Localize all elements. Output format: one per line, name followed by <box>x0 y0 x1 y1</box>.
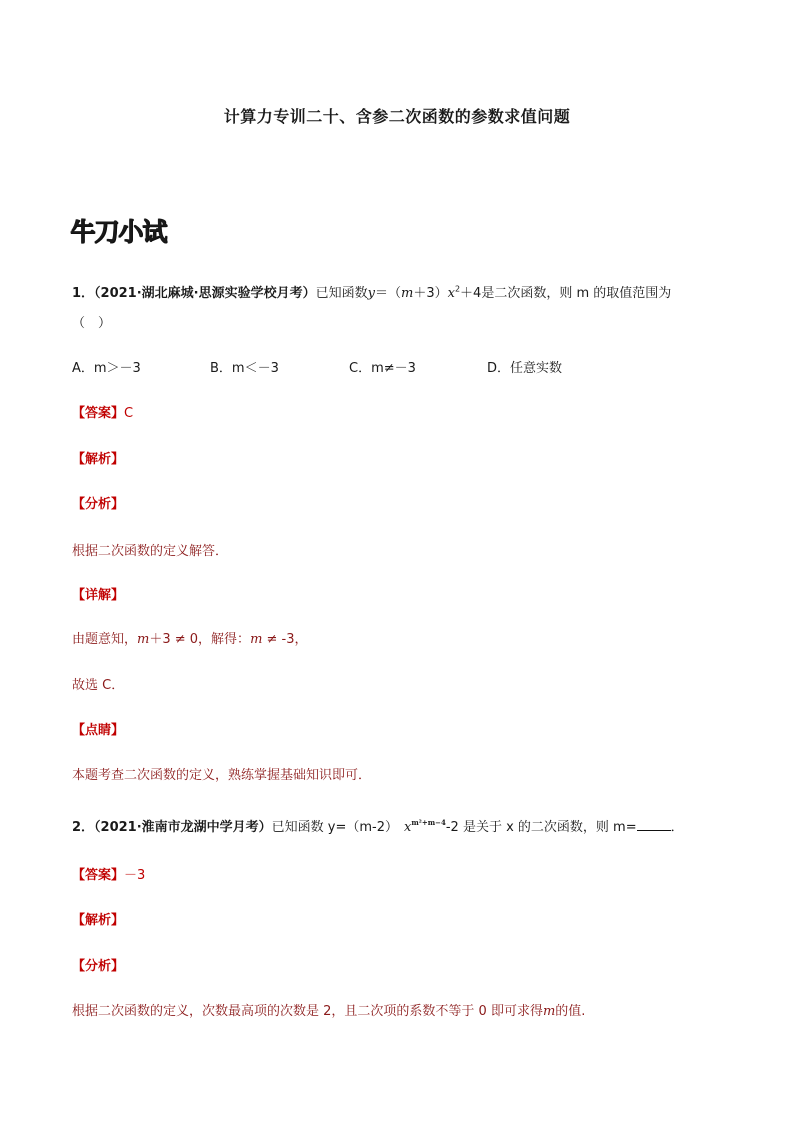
question-2-source: （2021·淮南市龙湖中学月考） <box>94 820 272 835</box>
fenxi-text-b: 的值. <box>555 1004 586 1019</box>
q1-detail-label: 【详解】 <box>72 588 125 603</box>
answer-label: 【答案】 <box>72 406 125 421</box>
answer-value: C <box>124 406 134 421</box>
q1-fenxi-label: 【分析】 <box>72 497 125 512</box>
detail-text-c: ≠ -3， <box>262 632 308 647</box>
q1-detail-conclusion: 故选 C． <box>72 678 125 693</box>
q2-analysis-label: 【解析】 <box>72 913 125 928</box>
q1-fenxi-text: 根据二次函数的定义解答． <box>72 544 229 559</box>
question-2-text-b: -2 是关于 x 的二次函数，则 m= <box>445 820 637 835</box>
question-1-number: 1． <box>72 286 95 301</box>
question-1-paren: （ ） <box>72 316 112 331</box>
answer-blank <box>637 818 671 831</box>
answer-label: 【答案】 <box>72 868 125 883</box>
detail-text-b: ，解得： <box>198 632 251 647</box>
option-a: A．m＞－3 <box>72 361 141 376</box>
q2-fenxi-text <box>72 1000 585 1019</box>
detail-text-a: 由题意知， <box>72 632 138 647</box>
eq-m: m <box>401 286 414 301</box>
fenxi-text-a: 根据二次函数的定义，次数最高项的次数是 2，且二次项的系数不等于 0 即可求得 <box>72 1004 543 1019</box>
q2-fenxi-label: 【分析】 <box>72 959 125 974</box>
eq-tail: ＋4 <box>460 286 482 301</box>
eq-exponent: 2 <box>454 284 461 294</box>
section-heading: 牛刀小试 <box>70 217 167 246</box>
question-1-text: 已知函数 <box>315 286 368 301</box>
option-b: B．m＜－3 <box>210 361 279 376</box>
q1-dianjing-label: 【点睛】 <box>72 723 125 738</box>
question-1 <box>72 282 671 301</box>
page-title: 计算力专训二十、含参二次函数的参数求值问题 <box>223 107 571 126</box>
option-d: D．任意实数 <box>487 361 563 376</box>
detail-mid: ＋3 ≠ 0 <box>149 632 199 647</box>
q2-x: x <box>404 820 412 835</box>
q1-detail-text <box>72 628 308 647</box>
question-2 <box>72 816 684 835</box>
question-1-source: （2021·湖北麻城·思源实验学校月考） <box>94 286 316 301</box>
q1-analysis-label: 【解析】 <box>72 452 125 467</box>
question-2-number: 2． <box>72 820 95 835</box>
q1-answer <box>72 402 133 421</box>
q2-exponent: m²+m−4 <box>411 818 446 827</box>
question-1-text-b: 是二次函数，则 m 的取值范围为 <box>481 286 672 301</box>
q2-answer <box>72 864 145 883</box>
question-2-end: ． <box>670 820 684 835</box>
eq-x: x <box>447 286 455 301</box>
question-2-text-a: 已知函数 y=（m-2） <box>271 820 399 835</box>
detail-m2: m <box>250 632 263 647</box>
eq-y: y <box>367 286 375 301</box>
eq-plus3: ＋3） <box>413 286 448 301</box>
detail-m1: m <box>137 632 150 647</box>
answer-value: －3 <box>124 868 146 883</box>
fenxi-m: m <box>542 1004 556 1019</box>
q1-dianjing-text: 本题考查二次函数的定义，熟练掌握基础知识即可． <box>72 768 372 783</box>
option-c: C．m≠－3 <box>349 361 416 376</box>
eq-equals: ＝（ <box>374 286 401 301</box>
